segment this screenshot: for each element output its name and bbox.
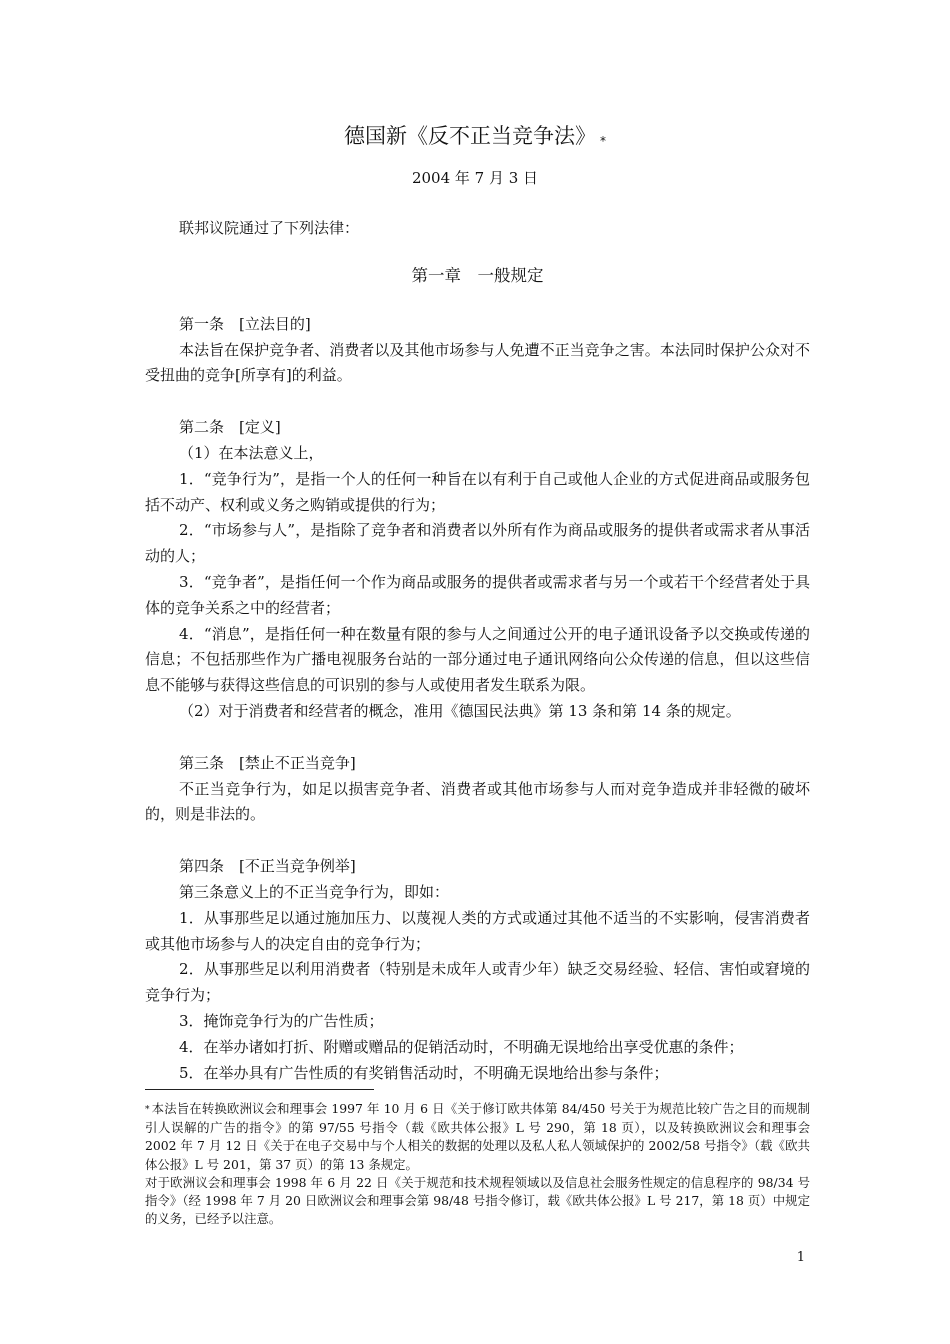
article-4-paragraph: 第三条意义上的不正当竞争行为，即如： (179, 882, 450, 901)
footnote-2: 对于欧洲议会和理事会 1998 年 6 月 22 日《关于规范和技术规程领域以及信息社会服务性规定的信息程序的 98/34 号指令》（经 1998 年 7 月 20 日欧洲议会和理事会第 98/48 号指令修订，载《欧共体公报》L 号 217，第 18 页）中规定的义务，已经予以注意。 (145, 1174, 810, 1227)
footnote-mark: * (145, 1105, 150, 1115)
article-2-paragraph: （1）在本法意义上， (179, 443, 324, 462)
document-date: 2004 年 7 月 3 日 (411, 169, 539, 187)
preamble: 联邦议院通过了下列法律： (179, 219, 360, 237)
article-2-paragraph: 2．“市场参与人”，是指除了竞争者和消费者以外所有作为商品或服务的提供者或需求者从事活动的人； (145, 521, 810, 566)
title-footnote-mark: * (600, 134, 606, 148)
footnote-divider (145, 1089, 374, 1090)
spacer (145, 389, 810, 415)
article-4-heading: 第四条 [不正当竞争例举] (179, 857, 356, 876)
article-1-paragraph: 本法旨在保护竞争者、消费者以及其他市场参与人免遭不正当竞争之害。本法同时保护公众对不受扭曲的竞争[所享有]的利益。 (145, 340, 810, 385)
footnote-text: 本法旨在转换欧洲议会和理事会 1997 年 10 月 6 日《关于修订欧共体第 84/450 号关于为规范比较广告之目的而规制引人误解的广告的指令》的第 97/55 号指令（载《欧共体公报》L 号 290，第 18 页），以及转换欧洲议会和理事会 2002 年 7 月 12 日《关于在电子交易中与个人相关的数据的处理以及私人私人领域保护的 2002/58 号指令》（载《欧共体公报》L 号 201，第 37 页）的第 13 条规定。 (145, 1101, 810, 1172)
article-3-paragraph: 不正当竞争行为，如足以损害竞争者、消费者或其他市场参与人而对竞争造成并非轻微的破坏的，则是非法的。 (145, 779, 810, 824)
article-2-heading: 第二条 [定义] (179, 418, 281, 437)
article-2-paragraph: （2）对于消费者和经营者的概念，准用《德国民法典》第 13 条和第 14 条的规定。 (179, 701, 741, 720)
article-2-paragraph: 1．“竞争行为”，是指一个人的任何一种旨在以有利于自己或他人企业的方式促进商品或服务包括不动产、权利或义务之购销或提供的行为； (145, 469, 810, 514)
article-2-paragraph: 4．“消息”，是指任何一种在数量有限的参与人之间通过公开的电子通讯设备予以交换或传递的信息；不包括那些作为广播电视服务台站的一部分通过电子通讯网络向公众传递的信息，但以这些信息不能够与获得这些信息的可识别的参与人或使用者发生联系为限。 (145, 624, 810, 695)
spacer (145, 725, 810, 751)
article-2-paragraph: 3．“竞争者”，是指任何一个作为商品或服务的提供者或需求者与另一个或若干个经营者处于具体的竞争关系之中的经营者； (145, 572, 810, 617)
article-4-paragraph: 1．从事那些足以通过施加压力、以蔑视人类的方式或通过其他不适当的不实影响，侵害消费者或其他市场参与人的决定自由的竞争行为； (145, 908, 810, 953)
article-1-heading: 第一条 [立法目的] (179, 314, 311, 333)
page-number: 1 (796, 1250, 805, 1265)
footnote-1 (145, 1100, 810, 1174)
document-title (0, 120, 950, 157)
spacer (145, 828, 810, 854)
article-4-paragraph: 4．在举办诸如打折、附赠或赠品的促销活动时，不明确无误地给出享受优惠的条件； (179, 1037, 744, 1056)
title-text: 德国新《反不正当竞争法》 (344, 124, 596, 148)
article-4-paragraph: 5．在举办具有广告性质的有奖销售活动时，不明确无误地给出参与条件； (179, 1063, 669, 1082)
footnotes (145, 1100, 810, 1228)
article-4-paragraph: 2．从事那些足以利用消费者（特别是未成年人或青少年）缺乏交易经验、轻信、害怕或窘境的竞争行为； (145, 960, 810, 1005)
chapter-heading: 第一章 一般规定 (411, 265, 544, 285)
article-3-heading: 第三条 [禁止不正当竞争] (179, 753, 356, 772)
document-body (145, 216, 810, 1086)
article-4-paragraph: 3．掩饰竞争行为的广告性质； (179, 1011, 384, 1030)
